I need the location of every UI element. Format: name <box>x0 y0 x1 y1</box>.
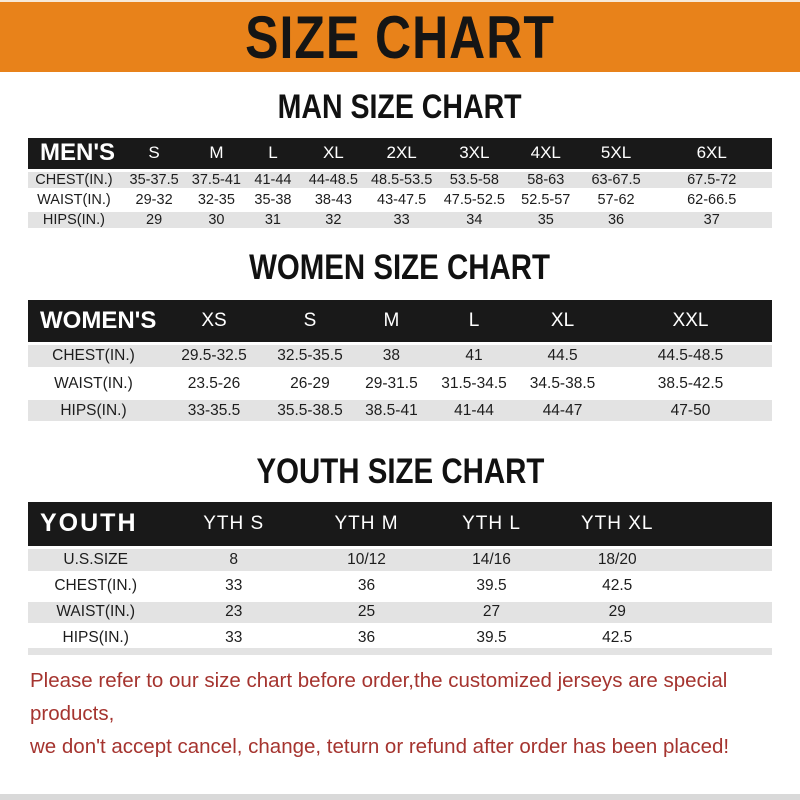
size-value-cell: 32.5-35.5 <box>269 343 351 370</box>
size-value-cell: 26-29 <box>269 370 351 397</box>
column-header: S <box>120 138 188 170</box>
row-label: HIPS(IN.) <box>28 210 120 230</box>
column-header: S <box>269 300 351 343</box>
size-value-cell: 36 <box>304 625 429 651</box>
column-header: YTH L <box>429 502 554 547</box>
table-row <box>28 397 772 424</box>
row-label: HIPS(IN.) <box>28 625 163 651</box>
size-value-cell: 34.5-38.5 <box>516 370 609 397</box>
size-value-cell: 23 <box>163 599 304 625</box>
section-youth <box>0 427 800 655</box>
column-header: 5XL <box>581 138 652 170</box>
size-value-cell: 14/16 <box>429 547 554 573</box>
size-value-cell: 37 <box>651 210 772 230</box>
row-label: WAIST(IN.) <box>28 190 120 210</box>
size-value-cell: 32-35 <box>188 190 244 210</box>
size-value-cell: 48.5-53.5 <box>365 170 438 190</box>
men-size-table <box>28 138 772 232</box>
row-label: HIPS(IN.) <box>28 397 159 424</box>
spacer-cell <box>680 573 772 599</box>
size-value-cell: 57-62 <box>581 190 652 210</box>
table-row <box>28 547 772 573</box>
column-header: XL <box>301 138 365 170</box>
women-section-title-text: WOMEN SIZE CHART <box>249 247 551 287</box>
column-header: 3XL <box>438 138 511 170</box>
size-value-cell: 35-37.5 <box>120 170 188 190</box>
column-header: XL <box>516 300 609 343</box>
header-row <box>28 138 772 170</box>
youth-section-title <box>0 427 800 502</box>
size-value-cell: 36 <box>581 210 652 230</box>
size-value-cell: 33 <box>365 210 438 230</box>
table-corner-label: MEN'S <box>28 138 120 170</box>
size-value-cell: 23.5-26 <box>159 370 269 397</box>
size-value-cell: 10/12 <box>304 547 429 573</box>
banner <box>0 0 800 72</box>
size-value-cell: 42.5 <box>554 625 680 651</box>
row-label: CHEST(IN.) <box>28 573 163 599</box>
size-value-cell: 53.5-58 <box>438 170 511 190</box>
column-header: XXL <box>609 300 772 343</box>
size-value-cell: 44-47 <box>516 397 609 424</box>
size-value-cell: 33-35.5 <box>159 397 269 424</box>
size-value-cell: 39.5 <box>429 625 554 651</box>
column-header: 2XL <box>365 138 438 170</box>
men-section-title <box>0 72 800 138</box>
table-row <box>28 170 772 190</box>
size-value-cell: 35.5-38.5 <box>269 397 351 424</box>
size-value-cell: 25 <box>304 599 429 625</box>
column-header: M <box>188 138 244 170</box>
size-value-cell: 34 <box>438 210 511 230</box>
size-value-cell: 52.5-57 <box>511 190 581 210</box>
women-size-table <box>28 300 772 427</box>
size-value-cell: 41 <box>432 343 516 370</box>
size-value-cell: 58-63 <box>511 170 581 190</box>
women-section-title <box>0 232 800 300</box>
size-value-cell: 8 <box>163 547 304 573</box>
spacer-cell <box>680 599 772 625</box>
column-header: 4XL <box>511 138 581 170</box>
size-value-cell: 29-32 <box>120 190 188 210</box>
size-value-cell: 38 <box>351 343 432 370</box>
table-row <box>28 210 772 230</box>
footer-line-2: we don't accept cancel, change, teturn or refund after order has been placed! <box>30 734 730 758</box>
table-row <box>28 599 772 625</box>
size-value-cell: 29-31.5 <box>351 370 432 397</box>
column-header: 6XL <box>651 138 772 170</box>
bottom-strip <box>0 794 800 800</box>
size-value-cell: 62-66.5 <box>651 190 772 210</box>
row-label: U.S.SIZE <box>28 547 163 573</box>
men-section-title-text: MAN SIZE CHART <box>277 87 523 126</box>
column-header: M <box>351 300 432 343</box>
size-value-cell: 67.5-72 <box>651 170 772 190</box>
size-value-cell: 44.5 <box>516 343 609 370</box>
size-value-cell: 41-44 <box>244 170 301 190</box>
size-value-cell: 33 <box>163 625 304 651</box>
size-value-cell: 32 <box>301 210 365 230</box>
spacer-cell <box>680 502 772 547</box>
size-value-cell: 33 <box>163 573 304 599</box>
table-row <box>28 625 772 651</box>
size-value-cell: 35 <box>511 210 581 230</box>
size-value-cell: 31.5-34.5 <box>432 370 516 397</box>
size-value-cell: 39.5 <box>429 573 554 599</box>
youth-size-table <box>28 502 772 655</box>
size-value-cell: 63-67.5 <box>581 170 652 190</box>
size-value-cell: 35-38 <box>244 190 301 210</box>
size-value-cell: 47.5-52.5 <box>438 190 511 210</box>
row-label: CHEST(IN.) <box>28 170 120 190</box>
footer-line-1: Please refer to our size chart before order,the customized jerseys are special products, <box>30 668 728 725</box>
size-value-cell: 18/20 <box>554 547 680 573</box>
row-label: WAIST(IN.) <box>28 370 159 397</box>
header-row <box>28 300 772 343</box>
table-row <box>28 370 772 397</box>
column-header: XS <box>159 300 269 343</box>
size-value-cell: 43-47.5 <box>365 190 438 210</box>
size-value-cell: 47-50 <box>609 397 772 424</box>
table-row <box>28 343 772 370</box>
column-header: YTH S <box>163 502 304 547</box>
size-value-cell: 44-48.5 <box>301 170 365 190</box>
row-label: CHEST(IN.) <box>28 343 159 370</box>
size-value-cell: 29 <box>554 599 680 625</box>
column-header: YTH XL <box>554 502 680 547</box>
banner-title: SIZE CHART <box>245 3 555 71</box>
header-row <box>28 502 772 547</box>
youth-section-title-text: YOUTH SIZE CHART <box>256 451 544 491</box>
spacer-cell <box>680 547 772 573</box>
size-value-cell: 29.5-32.5 <box>159 343 269 370</box>
column-header: L <box>244 138 301 170</box>
size-value-cell: 30 <box>188 210 244 230</box>
size-value-cell: 29 <box>120 210 188 230</box>
table-corner-label: YOUTH <box>28 502 163 547</box>
footer-note <box>0 664 800 763</box>
size-value-cell: 37.5-41 <box>188 170 244 190</box>
column-header: L <box>432 300 516 343</box>
table-row <box>28 573 772 599</box>
size-value-cell: 27 <box>429 599 554 625</box>
spacer-cell <box>680 625 772 651</box>
column-header: YTH M <box>304 502 429 547</box>
table-row <box>28 190 772 210</box>
row-label: WAIST(IN.) <box>28 599 163 625</box>
section-women <box>0 232 800 427</box>
size-value-cell: 41-44 <box>432 397 516 424</box>
size-value-cell: 31 <box>244 210 301 230</box>
size-value-cell: 44.5-48.5 <box>609 343 772 370</box>
size-value-cell: 38.5-42.5 <box>609 370 772 397</box>
size-value-cell: 38.5-41 <box>351 397 432 424</box>
size-value-cell: 38-43 <box>301 190 365 210</box>
size-value-cell: 36 <box>304 573 429 599</box>
size-value-cell: 42.5 <box>554 573 680 599</box>
section-men <box>0 72 800 232</box>
table-corner-label: WOMEN'S <box>28 300 159 343</box>
